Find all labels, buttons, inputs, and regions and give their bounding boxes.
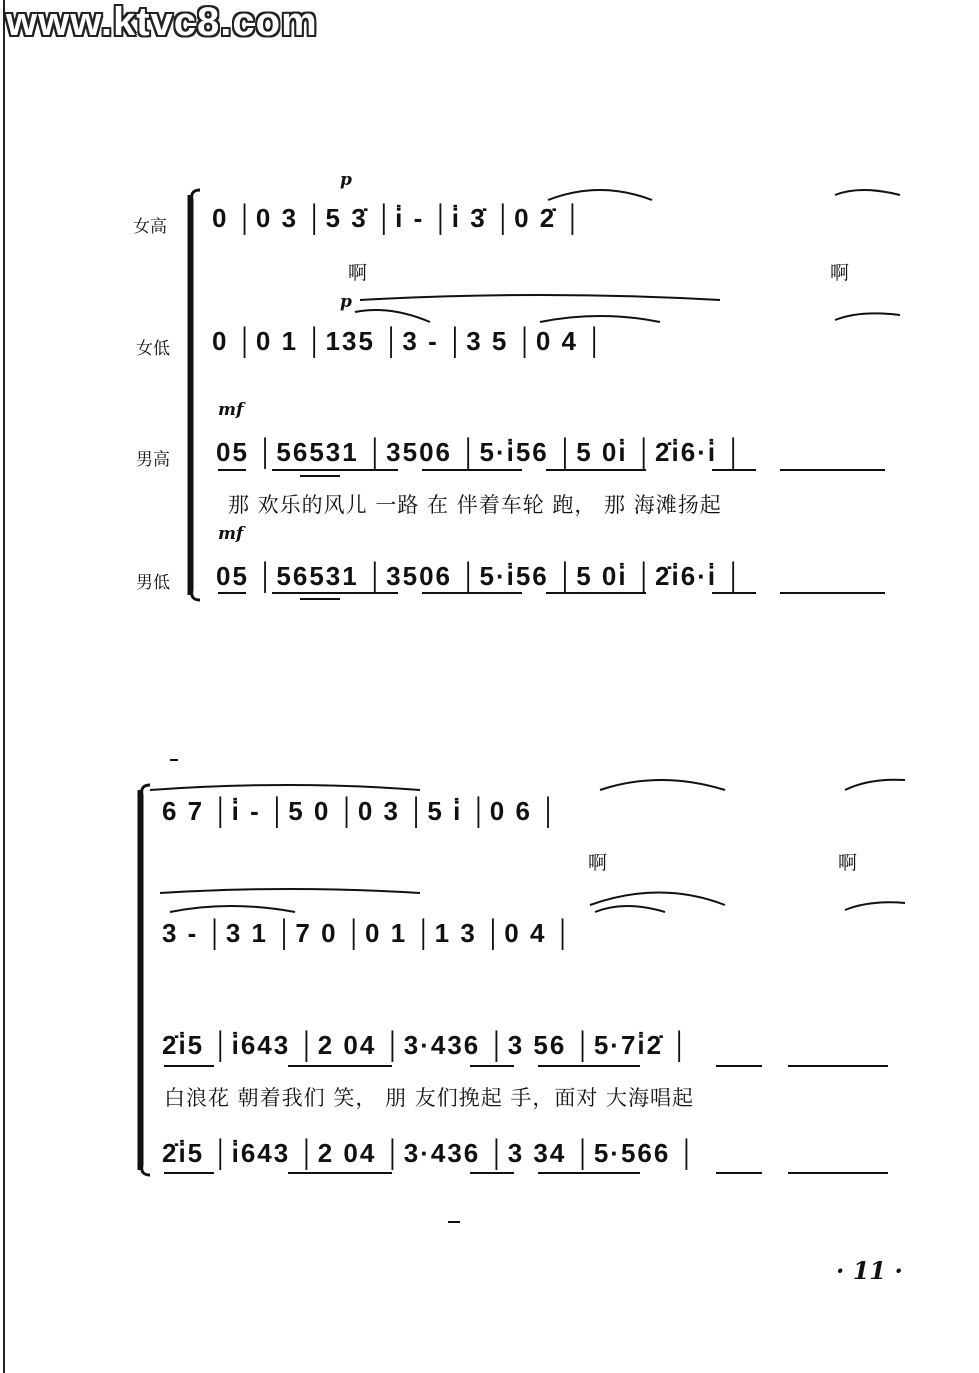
dynamic-mf: mf <box>218 524 244 544</box>
notes-line2: 3 - │3 1 │7 0 │0 1 │1 3 │0 4 │ <box>162 918 574 948</box>
part-label-male-high: 男高 <box>136 450 170 470</box>
notes-line4: 2̇i̇5 │i̇643 │2 04 │3·436 │3 34 │5·566 │ <box>162 1138 698 1168</box>
system-brace <box>142 785 150 1175</box>
notes-male-high: 05 │56531 │3506 │5·i̇56 │5 0i̇ │2̇i̇6·i̇ │ <box>216 437 745 467</box>
system-brace <box>192 190 200 600</box>
notes-female-low: 0 │0 1 │135 │3 - │3 5 │0 4 │ <box>212 326 606 356</box>
part-label-male-low: 男低 <box>136 573 170 593</box>
watermark: www.ktvc8.com <box>6 0 318 44</box>
notes-female-high: 0 │0 3 │5 3̇ │i̇ - │i̇ 3̇ │0 2̇ │ <box>212 203 584 233</box>
part-label-female-low: 女低 <box>136 339 170 359</box>
dynamic-mf: mf <box>218 400 244 420</box>
dynamic-p: p <box>340 292 352 312</box>
page-number: · 11 · <box>836 1256 903 1285</box>
part-label-female-high: 女高 <box>133 217 167 237</box>
lyric-ah: 啊 <box>830 262 850 284</box>
lyric-ah: 啊 <box>588 852 608 874</box>
lyric-line: 那 欢乐的风儿 一路 在 伴着车轮 跑， 那 海滩扬起 <box>228 493 722 517</box>
lyric-ah: 啊 <box>348 262 368 284</box>
lyric-ah: 啊 <box>838 852 858 874</box>
notes-line1: 6 7 │i̇ - │5 0 │0 3 │5 i̇ │0 6 │ <box>162 796 560 826</box>
notes-male-low: 05 │56531 │3506 │5·i̇56 │5 0i̇ │2̇i̇6·i̇ │ <box>216 561 745 591</box>
lyric-line: 白浪花 朝着我们 笑， 朋 友们挽起 手，面对 大海唱起 <box>164 1086 695 1110</box>
notes-line3: 2̇i̇5 │i̇643 │2 04 │3·436 │3 56 │5·7i̇2̇ │ <box>162 1030 691 1060</box>
dynamic-p: p <box>340 170 352 190</box>
